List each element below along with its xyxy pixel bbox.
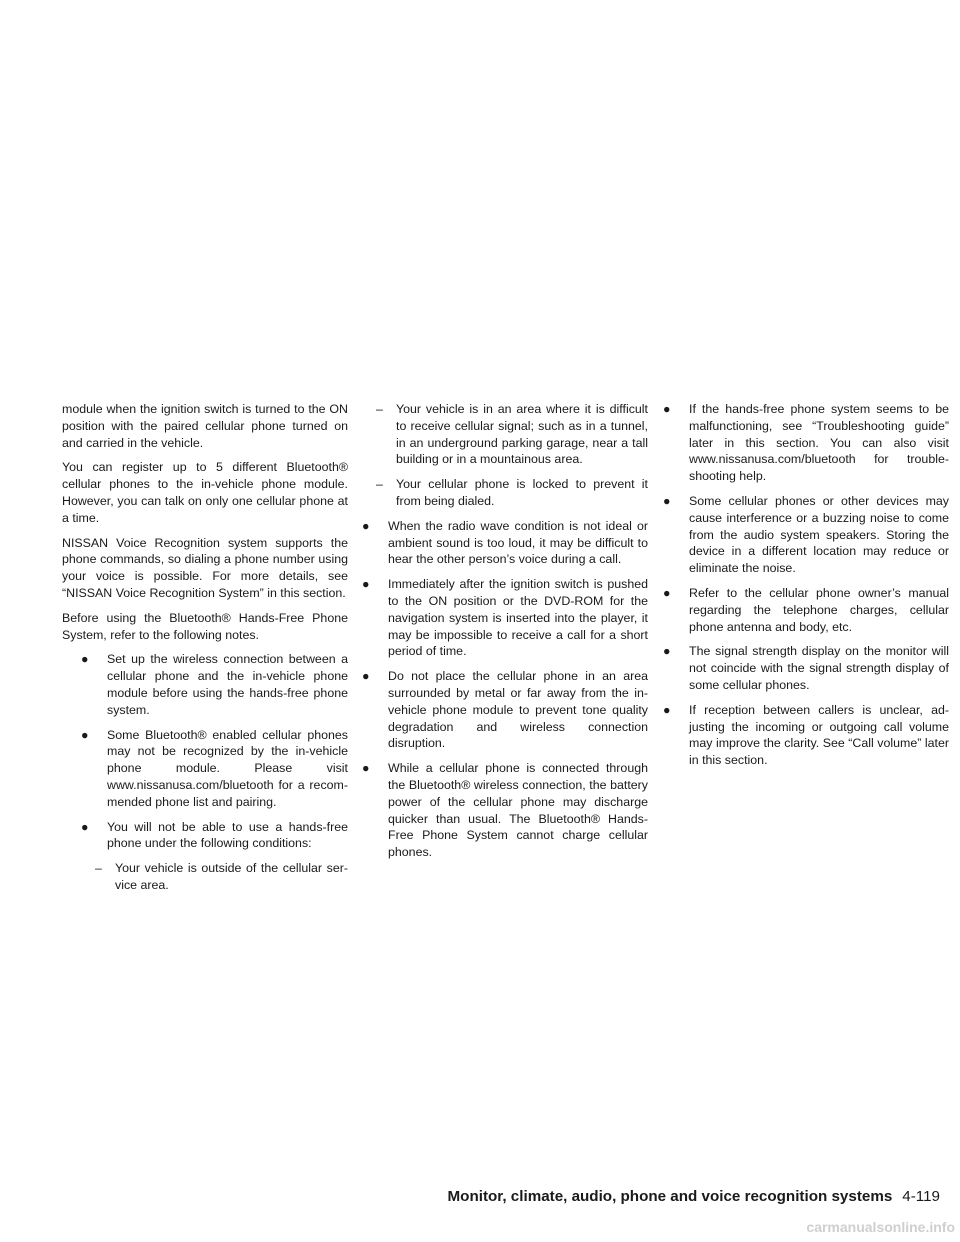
middle-column [362,401,648,869]
sub-list-item-text: Your vehicle is outside of the cellular service area. [115,861,348,892]
bullet-icon: ● [81,819,89,834]
paragraph: Before using the Bluetooth® Hands-Free Phone System, refer to the following notes. [62,610,348,642]
list-item-text: You will not be able to use a hands-free phone under the following conditions: [107,819,348,851]
bullet-icon: ● [81,652,89,667]
sub-list-item [362,401,648,468]
sub-list-item-text: Your cellular phone is locked to prevent it from being dialed. [396,477,648,508]
bullet-icon: ● [663,702,671,717]
dash-icon: – [376,477,383,492]
page-number: 4-119 [902,1188,940,1205]
list-item-text: The signal strength display on the monitor will not coincide with the signal strength display of some cellular phones. [689,644,949,692]
list-item-text: Refer to the cellular phone owner’s manual regarding the telephone charges, cellular phone antenna and body, etc. [689,585,949,634]
bullet-icon: ● [663,585,671,600]
bullet-icon: ● [362,761,370,776]
list-item [663,401,949,485]
bullet-icon: ● [362,518,370,533]
list-item [362,760,648,861]
list-item [362,576,648,660]
list-item [663,493,949,577]
list-item [362,668,648,752]
bullet-icon: ● [663,493,671,508]
watermark: carmanualsonline.info [806,1219,955,1235]
list-item-text: If reception between callers is unclear, adjusting the incoming or outgoing call volume may improve the clarity. See “Call volume” later in this section. [689,702,949,768]
list-item [81,727,348,811]
list-item-text: When the radio wave condition is not ideal or ambient sound is too loud, it may be difficult to hear the other person’s voice during a call. [388,518,648,567]
dash-icon: – [376,402,383,416]
list-item [81,651,348,718]
list-item-text: Set up the wireless connection between a cellular phone and the in-vehicle phone module before using the hands-free phone system. [107,652,348,717]
bullet-icon: ● [81,727,89,742]
list-item-text: Immediately after the ignition switch is pushed to the ON position or the DVD-ROM for the navigation system is inserted into the player, it may be impossible to receive a call for a short period of time. [388,577,648,659]
paragraph: You can register up to 5 different Bluetooth® cellular phones to the in-vehicle phone module. However, you can talk on only one cellular phone at a time. [62,460,348,525]
list-item [362,518,648,568]
list-item-text: If the hands-free phone system seems to be malfunctioning, see “Troubleshooting guide” later in this section. You can also visit www.nissanusa.com/bluetooth for troubleshooting help. [689,402,949,484]
list-item [663,643,949,693]
list-item [663,585,949,635]
dash-icon: – [95,861,102,876]
list-item-text: Do not place the cellular phone in an area surrounded by metal or far away from the in-vehicle phone module to prevent tone quality degradation and wireless connection disruption. [388,669,648,751]
bullet-icon: ● [362,577,370,592]
right-column [663,401,949,777]
bullet-icon: ● [663,402,671,416]
list-item-text: While a cellular phone is connected through the Bluetooth® wireless connection, the battery power of the cellular phone may discharge quicker than usual. The Bluetooth® Hands-Free Phone System cannot charge cellular phones. [388,761,648,860]
list-item [81,819,348,853]
paragraph: NISSAN Voice Recognition system supports the phone commands, so dialing a phone number using your voice is possible. For more details, see “NISSAN Voice Recognition System” in this section. [62,535,348,600]
bullet-icon: ● [663,644,671,659]
list-item-text: Some Bluetooth® enabled cellular phones may not be recognized by the in-vehicle phone module. Please visit www.nissanusa.com/bluetooth for a recommended phone list and pairing. [107,727,348,809]
paragraph: module when the ignition switch is turned to the ON position with the paired cellular phone turned on and carried in the vehicle. [62,402,348,450]
sub-list-item [81,860,348,894]
list-item-text: Some cellular phones or other devices may cause interference or a buzzing noise to come from the audio system speakers. Storing the device in a different location may reduce or eliminate the noise. [689,493,949,576]
list-item [663,702,949,769]
section-title: Monitor, climate, audio, phone and voice recognition systems [447,1188,893,1205]
sub-list-item [362,476,648,510]
left-column [62,401,348,902]
sub-list-item-text: Your vehicle is in an area where it is difficult to receive cellular signal; such as in a tunnel, in an underground parking garage, near a tall building or in a mountainous area. [396,402,648,467]
page-footer [440,1188,940,1205]
bullet-icon: ● [362,669,370,684]
